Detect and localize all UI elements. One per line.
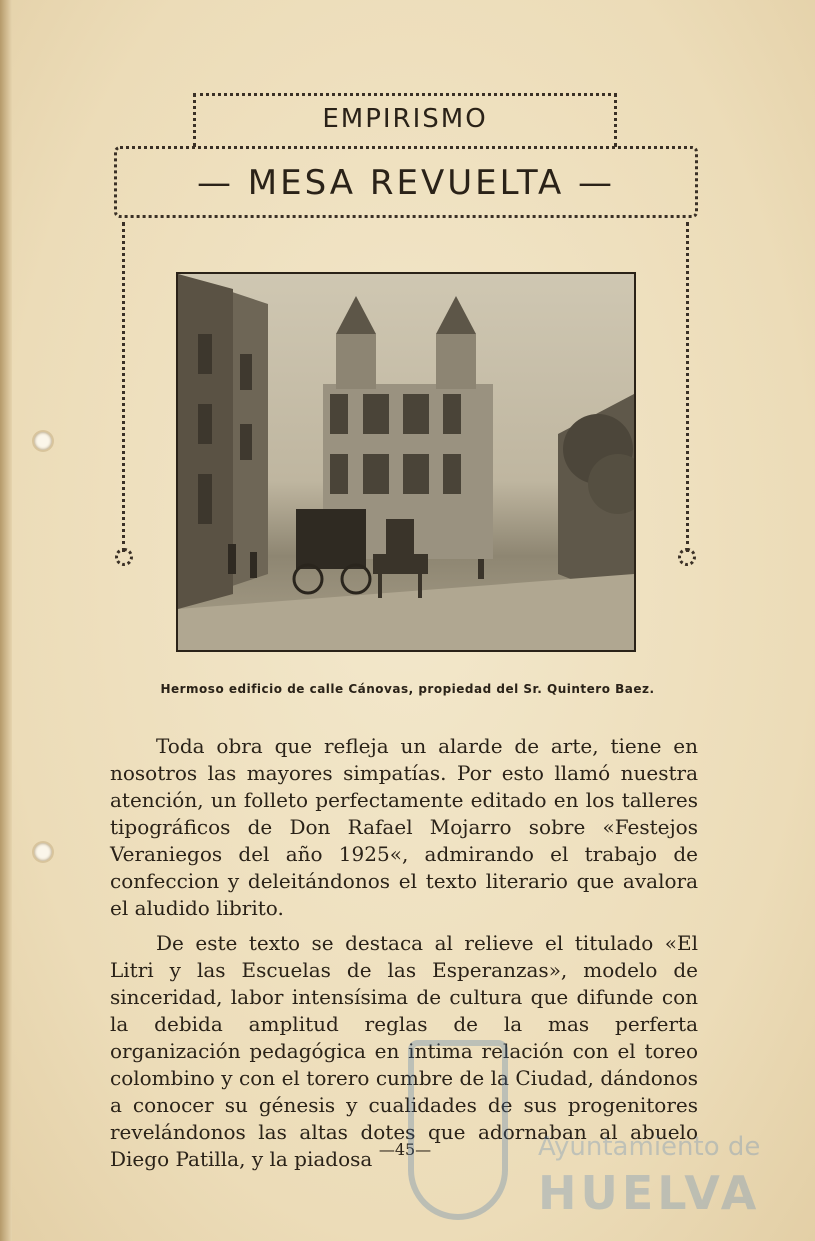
frame-ornament-right xyxy=(678,548,696,566)
punch-hole xyxy=(34,432,52,450)
page-title: — MESA REVUELTA — xyxy=(196,163,616,203)
building-photograph xyxy=(176,272,636,652)
punch-hole xyxy=(34,843,52,861)
paragraph: De este texto se destaca al relieve el titulado «El Litri y las Escuelas de las Esperanzas», modelo de sinceridad, labor intensísima de cultura que difunde con la debida amplitud reglas de la mas perferta organización pedagógica en intima relación con el toreo colombino y con el torero cumbre de la Ciudad, dándonos a conocer su génesis y cualidades de sus progenitores revelándonos las altas dotes que adornaban al abuelo Diego Patilla, y la piadosa xyxy=(110,931,698,1171)
frame-ornament-left xyxy=(115,548,133,566)
page-binding-edge xyxy=(0,0,12,1241)
frame-left-line xyxy=(122,222,125,552)
photo-caption: Hermoso edificio de calle Cánovas, propiedad del Sr. Quintero Baez. xyxy=(160,682,655,696)
watermark-line2: HUELVA xyxy=(538,1166,761,1220)
frame-right-line xyxy=(686,222,689,552)
section-heading: EMPIRISMO xyxy=(322,104,488,134)
paragraph: Toda obra que refleja un alarde de arte, tiene en nosotros las mayores simpatías. Por esto llamó nuestra atención, un folleto perfectamente editado en los talleres tipográficos de Don Rafael Mojarro sobre «Festejos Veraniegos del año 1925«, admirando el trabajo de confeccion y deleitándonos el texto literario que avalora el aludido librito. xyxy=(110,734,698,920)
page-number: —45— xyxy=(378,1140,432,1159)
archive-watermark xyxy=(408,1040,761,1230)
watermark-line1: Ayuntamiento de xyxy=(538,1132,761,1162)
coat-of-arms-icon xyxy=(408,1040,508,1220)
